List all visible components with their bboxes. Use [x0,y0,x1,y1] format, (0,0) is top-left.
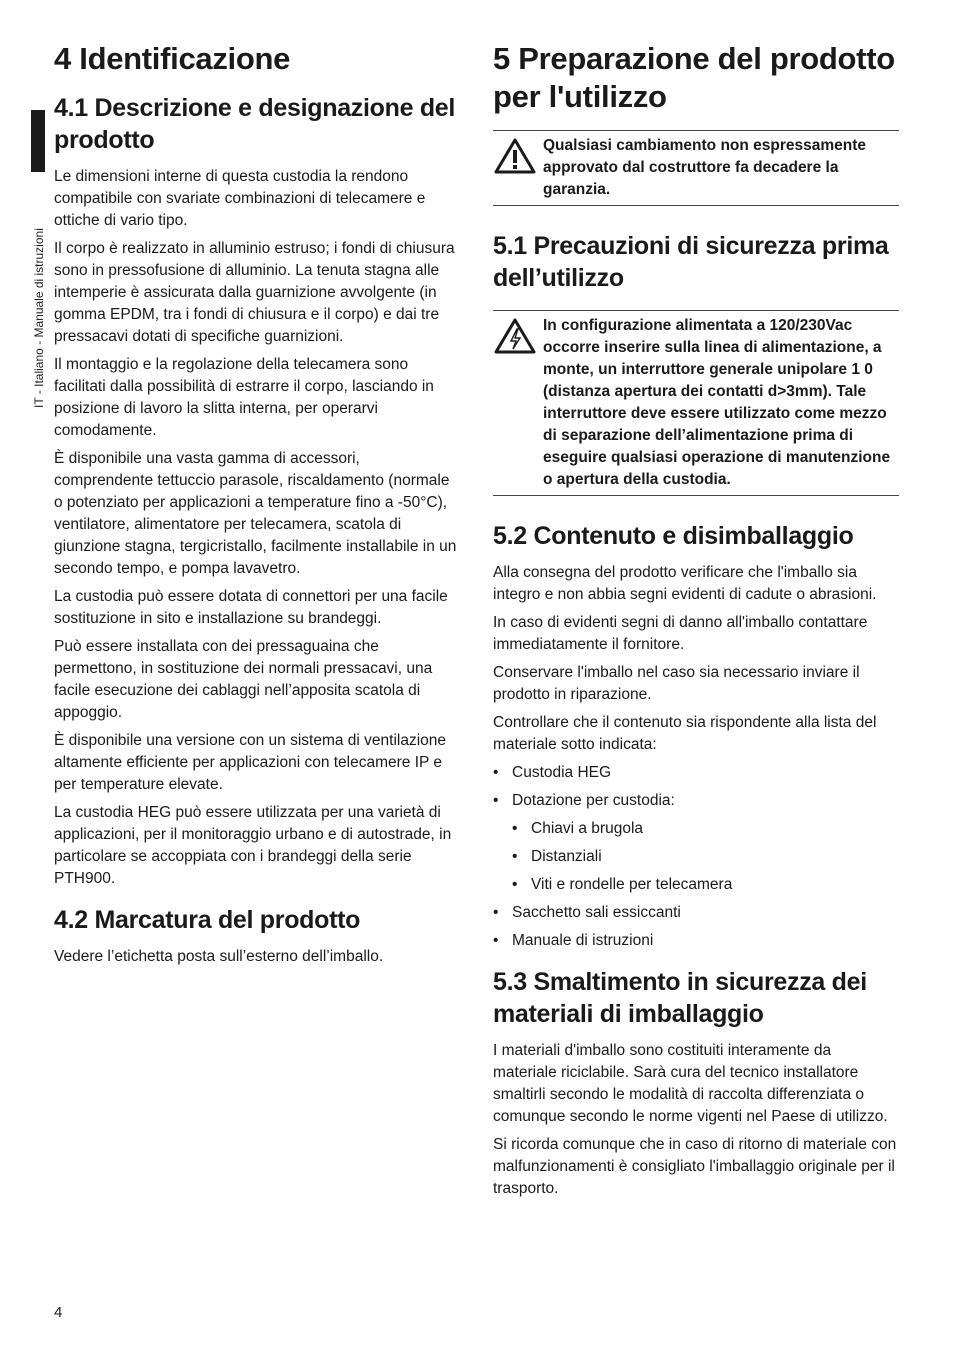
paragraph: Il montaggio e la regolazione della telecamera sono facilitati dalla possibilità di estrarre il corpo, lasciando in posizione di lavoro la slitta interna, per operarvi comodamente. [54,356,434,439]
electric-hazard-icon [493,315,543,491]
paragraph: Vedere l’etichetta posta sull’esterno dell’imballo. [54,948,384,965]
paragraph: Può essere installata con dei pressaguaina che permettono, in sostituzione dei normali pressacavi, una facile esecuzione dei cablaggi nell’apposita scatola di appoggio. [54,638,433,721]
list-item: • Chiavi a brugola [493,818,899,840]
paragraph: Il corpo è realizzato in alluminio estruso; i fondi di chiusura sono in pressofusione di alluminio. La tenuta stagna alle intemperie è assicurata dalla guarnizione avvolgente (in gomma EPDM, tra i fondi di chiusura e il corpo) e dai tre pressacavi dotati di specifiche guarnizioni. [54,240,455,345]
warning-text: In configurazione alimentata a 120/230Vac occorre inserire sulla linea di alimentazione, a monte, un interruttore generale unipolare 1 0 (distanza apertura dei contatti d>3mm). Tale interruttore deve essere utilizzato come mezzo di separazione dell’alimentazione prima di eseguire qualsiasi operazione di manutenzione o apertura della custodia. [543,317,891,488]
section-4-2-title: 4.2 Marcatura del prodotto [54,906,361,934]
paragraph: Conservare l'imballo nel caso sia necessario inviare il prodotto in riparazione. [493,664,860,703]
electric-warning-box [493,310,899,496]
paragraph: In caso di evidenti segni di danno all'imballo contattare immediatamente il fornitore. [493,614,868,653]
section-5-1-title: 5.1 Precauzioni di sicurezza prima dell’utilizzo [493,232,889,292]
section-5-2-title: 5.2 Contenuto e disimballaggio [493,522,854,550]
list-item: • Sacchetto sali essiccanti [493,902,899,924]
list-item: • Manuale di istruzioni [493,930,899,952]
sidebar-marker [31,110,45,172]
list-item: • Viti e rondelle per telecamera [493,874,899,896]
section-4-1-body [54,166,462,890]
section-5-3-title: 5.3 Smaltimento in sicurezza dei materiali di imballaggio [493,968,867,1028]
paragraph: Le dimensioni interne di questa custodia la rendono compatibile con svariate combinazioni di telecamere e ottiche di vario tipo. [54,168,426,229]
paragraph: I materiali d'imballo sono costituiti interamente da materiale riciclabile. Sarà cura del tecnico installatore smaltirli secondo le modalità di raccolta differenziata o comunque secondo le norme vigenti nel Paese di utilizzo. [493,1042,888,1125]
list-item: • Custodia HEG [493,762,899,784]
left-column [54,40,462,974]
chapter-5-title: 5 Preparazione del prodotto per l'utilizzo [493,41,895,114]
list-item: • Distanziali [493,846,899,868]
paragraph: La custodia può essere dotata di connettori per una facile sostituzione in sito e installazione su brandeggi. [54,588,448,627]
paragraph: Alla consegna del prodotto verificare che l'imballo sia integro e non abbia segni evidenti di cadute o abrasioni. [493,564,877,603]
right-column [493,40,899,1206]
bullet: • [493,792,499,809]
list-item: • Dotazione per custodia: [493,790,899,812]
sidebar-label-container [31,178,45,408]
bullet: • [512,820,518,837]
sidebar-label: IT - Italiano - Manuale di istruzioni [32,228,46,408]
warning-text: Qualsiasi cambiamento non espressamente approvato dal costruttore fa decadere la garanzia. [543,137,867,198]
bullet: • [493,904,499,921]
paragraph: Controllare che il contenuto sia rispondente alla lista del materiale sotto indicata: [493,714,877,753]
page-number: 4 [54,1304,63,1321]
paragraph: È disponibile una versione con un sistema di ventilazione altamente efficiente per applicazioni con telecamere IP e per temperature elevate. [54,732,447,793]
section-4-1-title: 4.1 Descrizione e designazione del prodotto [54,94,456,154]
bullet: • [493,764,499,781]
paragraph: È disponibile una vasta gamma di accessori, comprendente tettuccio parasole, riscaldamento (normale o potenziato per applicazioni a temperature fino a -50°C), ventilatore, alimentatore per telecamera, scatola di giunzione stagna, tergicristallo, facilmente installabile in un secondo tempo, e pompa lavavetro. [54,450,457,577]
bullet: • [493,932,499,949]
warning-triangle-icon [493,135,543,201]
contents-list [493,762,899,952]
bullet: • [512,848,518,865]
warning-box [493,130,899,206]
chapter-4-title: 4 Identificazione [54,41,291,76]
paragraph: La custodia HEG può essere utilizzata per una varietà di applicazioni, per il monitoraggio urbano e di autostrade, in particolare se accoppiata con i brandeggi della serie PTH900. [54,804,452,887]
paragraph: Si ricorda comunque che in caso di ritorno di materiale con malfunzionamenti è consigliato l'imballaggio originale per il trasporto. [493,1136,897,1197]
bullet: • [512,876,518,893]
